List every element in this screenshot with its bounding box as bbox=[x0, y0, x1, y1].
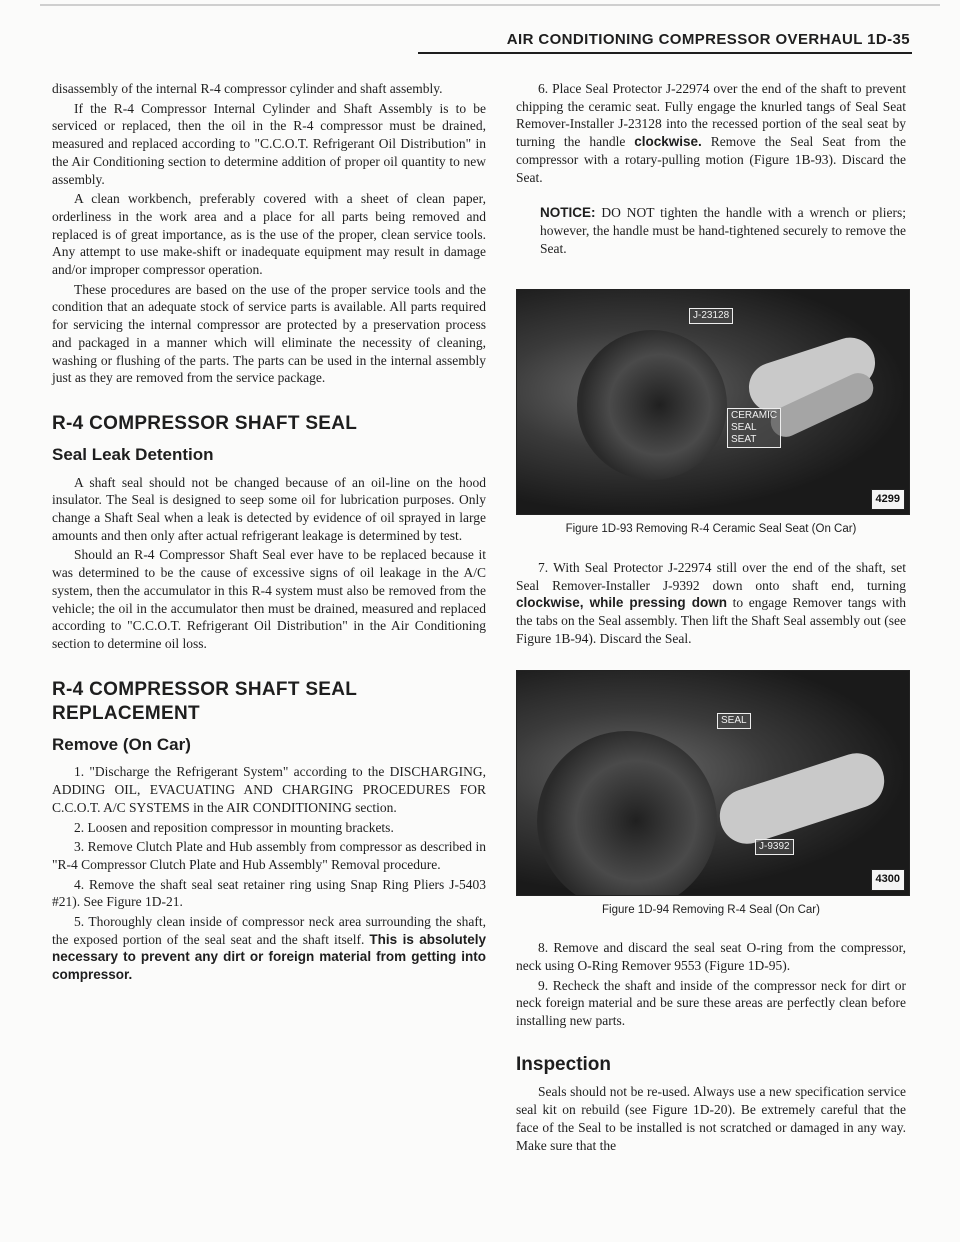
compressor-shape bbox=[577, 330, 727, 480]
step: 8. Remove and discard the seal seat O-ring from the compressor, neck using O-Ring Remover 9553 (Figure 1D-95). bbox=[516, 940, 906, 973]
figure-caption: Figure 1D-94 Removing R-4 Seal (On Car) bbox=[602, 903, 820, 916]
header-rule bbox=[418, 52, 912, 54]
notice bbox=[540, 204, 906, 257]
step: 3. Remove Clutch Plate and Hub assembly from compressor as described in "R-4 Compressor Clutch Plate and Hub Assembly" Removal procedure. bbox=[52, 839, 486, 872]
section-heading: R-4 COMPRESSOR SHAFT SEAL bbox=[52, 412, 358, 434]
figure-1d-93 bbox=[516, 289, 906, 539]
hand-shape bbox=[713, 746, 892, 851]
part-label: SEAL bbox=[717, 713, 751, 729]
paragraph: These procedures are based on the use of the proper service tools and the condition that an adequate stock of service parts is available. All parts required for servicing the internal compressor are protected by a preservation process and packaged in a manner which will eliminate the necessity of cleaning, washing or flushing of the parts. The parts can be used in the internal assembly just as they are removed from the service package. bbox=[52, 281, 486, 386]
step bbox=[516, 80, 906, 186]
step-text: 7. With Seal Protector J-22974 still over the end of the shaft, set Seal Remover-Installer J-9392 down onto shaft end, turning bbox=[516, 560, 906, 593]
section-heading: R-4 COMPRESSOR SHAFT SEAL REPLACEMENT bbox=[52, 678, 357, 724]
step: 2. Loosen and reposition compressor in mounting brackets. bbox=[74, 819, 394, 835]
paragraph: disassembly of the internal R-4 compressor cylinder and shaft assembly. bbox=[52, 81, 443, 96]
step-emphasis: clockwise. bbox=[634, 134, 702, 150]
left-column bbox=[52, 80, 486, 986]
page-header: AIR CONDITIONING COMPRESSOR OVERHAUL 1D-35 bbox=[506, 31, 910, 48]
step: 4. Remove the shaft seal seat retainer ring using Snap Ring Pliers J-5403 #21). See Figure 1D-21. bbox=[52, 876, 486, 910]
subsection-heading: Inspection bbox=[516, 1053, 612, 1075]
tool-label: J-9392 bbox=[755, 839, 794, 855]
subsection-heading: Remove (On Car) bbox=[52, 734, 191, 754]
paragraph: A clean workbench, preferably covered with a sheet of clean paper, orderliness in the work area and a place for all parts being removed and replaced is of great importance, as is the use of the proper, clean service tools. Any attempt to use make-shift or inadequate equipment may result in damage and/or improper compressor operation. bbox=[52, 191, 486, 278]
part-label-line: SEAT bbox=[731, 434, 757, 446]
step: 1. "Discharge the Refrigerant System" according to the DISCHARGING, ADDING OIL, EVACUATING AND CHARGING PROCEDURES FOR C.C.O.T. A/C SYSTEMS in the AIR CONDITIONING section. bbox=[52, 764, 486, 815]
part-label-line: CERAMIC bbox=[731, 410, 778, 422]
step-emphasis: This is absolutely necessary to prevent any dirt or foreign material from getting into compressor. bbox=[52, 931, 487, 983]
part-label bbox=[727, 408, 781, 448]
part-label-line: SEAL bbox=[731, 422, 757, 434]
figure-1d-94 bbox=[516, 670, 906, 920]
step: 9. Recheck the shaft and inside of the compressor neck for dirt or neck foreign material and be sure these areas are perfectly clean before installing new parts. bbox=[516, 977, 906, 1029]
step-emphasis: clockwise, while pressing down bbox=[516, 595, 727, 611]
compressor-shape bbox=[537, 731, 717, 896]
step-text: Remove the Seal Seat from the compressor with a rotary-pulling motion (Figure 1B-93). Discard the Seat. bbox=[516, 134, 906, 185]
right-column bbox=[516, 80, 906, 1156]
step-text: 5. Thoroughly clean inside of compressor neck area surrounding the shaft, the exposed portion of the seal seat and the shaft itself. bbox=[52, 914, 486, 947]
step-text: 6. Place Seal Protector J-22974 over the end of the shaft to prevent chipping the ceramic seat. Fully engage the knurled tangs of Seal Seat Remover-Installer J-23128 into the recessed portion of the seal seat by turning the handle bbox=[516, 81, 906, 150]
notice-text: DO NOT tighten the handle with a wrench or pliers; however, the handle must be hand-tightened securely to remove the Seat. bbox=[540, 205, 907, 256]
paragraph: A shaft seal should not be changed because of an oil-line on the hood insulator. The Seal is designed to seep some oil for lubrication purposes. Only change a Shaft Seal when a leak is detected by evidence of oil sprayed in large amounts and then only after actual refrigerant leakage is determined by test. bbox=[52, 474, 486, 543]
paragraph: Should an R-4 Compressor Shaft Seal ever have to be replaced because it was determined to be the cause of excessive signs of oil leakage in the A/C system, then the accumulator in this R-4 system must also be removed from the vehicle; the oil in the accumulator then must be drained, measured and replaced according to "C.C.O.T. Refrigerant Oil Distribution" in the Air Conditioning section to determine oil loss. bbox=[52, 547, 486, 651]
top-rule bbox=[40, 4, 940, 6]
figure-number: 4299 bbox=[871, 489, 905, 511]
notice-box bbox=[516, 204, 906, 257]
figure-photo bbox=[516, 670, 910, 896]
step bbox=[52, 913, 486, 984]
step bbox=[516, 559, 906, 648]
subsection-heading: Seal Leak Detention bbox=[52, 444, 214, 464]
figure-number: 4300 bbox=[871, 869, 905, 891]
notice-label: NOTICE: bbox=[540, 205, 596, 221]
paragraph: Seals should not be re-used. Always use a new specification service seal kit on rebuild (see Figure 1D-20). Be extremely careful that the face of the Seal to be installed is not scratched or damaged in any way. Make sure that the bbox=[516, 1084, 906, 1153]
tool-label: J-23128 bbox=[689, 308, 733, 324]
figure-caption: Figure 1D-93 Removing R-4 Ceramic Seal Seat (On Car) bbox=[565, 523, 857, 536]
step-text: to engage Remover tangs with the tabs on the Seal assembly. Then lift the Shaft Seal assembly out (see Figure 1B-94). Discard the Seal. bbox=[516, 595, 906, 646]
figure-photo bbox=[516, 289, 910, 515]
paragraph: If the R-4 Compressor Internal Cylinder and Shaft Assembly is to be serviced or replaced, then the oil in the R-4 compressor must be drained, measured and replaced according to "C.C.O.T. Refrigerant Oil Distribution" in the Air Conditioning section to determine addition of proper oil quantity to new assembly. bbox=[52, 100, 486, 187]
